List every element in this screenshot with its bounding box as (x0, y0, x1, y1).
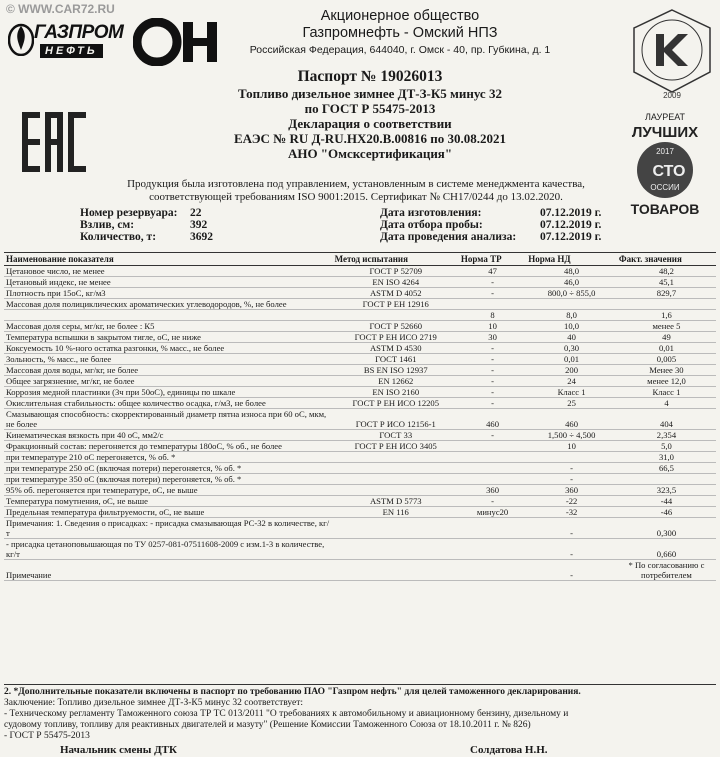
table-row (4, 398, 716, 409)
cell-norm-tr: 460 (459, 409, 526, 430)
cell-name: Массовая доля серы, мг/кг, не более : К5 (4, 321, 333, 332)
cell-norm-tr (459, 299, 526, 310)
cell-norm-nd: 48,0 (526, 266, 617, 277)
cell-method (333, 560, 459, 581)
cell-norm-tr: 47 (459, 266, 526, 277)
watermark: © WWW.CAR72.RU (6, 2, 115, 16)
table-row (4, 430, 716, 441)
cell-fact: менее 12,0 (617, 376, 716, 387)
cell-method: ГОСТ 1461 (333, 354, 459, 365)
cell-norm-tr: 10 (459, 321, 526, 332)
cell-norm-tr: - (459, 277, 526, 288)
table-row (4, 343, 716, 354)
table-row (4, 266, 716, 277)
cell-name: Коксуемость 10 %-ного остатка разгонки, % масс., не более (4, 343, 333, 354)
cell-fact: 4 (617, 398, 716, 409)
cell-norm-nd: - (526, 463, 617, 474)
quality-seal-icon (628, 8, 716, 100)
cell-method: ASTM D 4530 (333, 343, 459, 354)
cell-norm-nd: 0,30 (526, 343, 617, 354)
cell-fact: 323,5 (617, 485, 716, 496)
onpz-logo (133, 18, 223, 66)
cell-name: - присадка цетаноповышающая по ТУ 0257-081-07511608-2009 с изм.1-3 в количестве, кг/т (4, 539, 333, 560)
cell-fact: Класс 1 (617, 387, 716, 398)
footer-line-1: - Техническому регламенту Таможенного союза ТР ТС 013/2011 "О требованиях к автомобильному и авиационному бензину, дизельному и (4, 709, 569, 719)
cell-method (333, 539, 459, 560)
cell-norm-nd: 46,0 (526, 277, 617, 288)
cell-norm-tr: 360 (459, 485, 526, 496)
cell-method: ASTM D 4052 (333, 288, 459, 299)
cell-fact: * По согласованию с потребителем (617, 560, 716, 581)
cell-norm-nd: 40 (526, 332, 617, 343)
cell-norm-tr: - (459, 343, 526, 354)
cell-method: EN ISO 2160 (333, 387, 459, 398)
meta-row-analyzed: Дата проведения анализа: 07.12.2019 г. (380, 231, 602, 243)
cell-fact: 48,2 (617, 266, 716, 277)
cell-method: EN ISO 4264 (333, 277, 459, 288)
cell-method: ГОСТ Р ЕН ИСО 2719 (333, 332, 459, 343)
cell-name: Коррозия медной пластинки (3ч при 50оС), единицы по шкале (4, 387, 333, 398)
cell-norm-nd (526, 452, 617, 463)
cell-name: Предельная температура фильтруемости, оС, не выше (4, 507, 333, 518)
footer-block (4, 684, 716, 742)
table-row (4, 507, 716, 518)
cell-method (333, 474, 459, 485)
gazprom-word: ГАЗПРОМ (34, 22, 124, 43)
cell-norm-tr (459, 560, 526, 581)
table-row (4, 539, 716, 560)
company-block (230, 8, 570, 56)
cell-fact: 66,5 (617, 463, 716, 474)
table-row (4, 560, 716, 581)
meta-row-sampled: Дата отбора пробы: 07.12.2019 г. (380, 219, 602, 231)
table-row (4, 354, 716, 365)
cell-norm-tr: - (459, 387, 526, 398)
cell-fact: -46 (617, 507, 716, 518)
cell-fact: 5,0 (617, 441, 716, 452)
passport-number: Паспорт № 19026013 (297, 68, 443, 85)
cell-method (333, 310, 459, 321)
cell-fact: 829,7 (617, 288, 716, 299)
cell-fact: Менее 30 (617, 365, 716, 376)
meta-row-quantity: Количество, т: 3692 (80, 231, 213, 243)
cell-norm-nd: -32 (526, 507, 617, 518)
cell-norm-nd: - (526, 560, 617, 581)
cell-norm-nd: 24 (526, 376, 617, 387)
cell-norm-tr: - (459, 365, 526, 376)
quality-statement: Продукция была изготовлена под управлением, установленным в системе менеджмента качества, соответствующей требованиям ISO 9001:2015. Сертификат № СН17/0244 до 13.02.2020. (127, 178, 585, 203)
cell-norm-tr (459, 518, 526, 539)
cell-method: ГОСТ Р 52709 (333, 266, 459, 277)
seal-year: 2009 (663, 91, 681, 100)
table-row (4, 288, 716, 299)
cell-fact: 31,0 (617, 452, 716, 463)
cell-name (4, 310, 333, 321)
cell-name: Кинематическая вязкость при 40 оС, мм2/с (4, 430, 333, 441)
cell-name: Плотность при 15оС, кг/м3 (4, 288, 333, 299)
cell-norm-nd: - (526, 474, 617, 485)
cell-name: Примечание (4, 560, 333, 581)
seal-k: К (628, 8, 629, 9)
cell-name: при температуре 250 оС (включая потери) перегоняется, % об. * (4, 463, 333, 474)
cell-norm-tr: 8 (459, 310, 526, 321)
cell-fact: 45,1 (617, 277, 716, 288)
table-row (4, 409, 716, 430)
cell-fact: 0,660 (617, 539, 716, 560)
cell-norm-nd: 8,0 (526, 310, 617, 321)
col-header-method: Метод испытания (333, 253, 459, 266)
seal-best: ЛУЧШИХ (631, 124, 699, 141)
table-row (4, 376, 716, 387)
col-header-name: Наименование показателя (4, 253, 333, 266)
cell-norm-tr (459, 452, 526, 463)
cell-fact: 1,6 (617, 310, 716, 321)
footer-conclusion: Заключение: Топливо дизельное зимнее ДТ-З-К5 минус 32 соответствует: (4, 698, 304, 708)
cell-name: Температура вспышки в закрытом тигле, оС, не ниже (4, 332, 333, 343)
cell-method: ГОСТ Р ЕН 12916 (333, 299, 459, 310)
cell-name: Цетановый индекс, не менее (4, 277, 333, 288)
company-line-2: Газпромнефть - Омский НПЗ (302, 25, 498, 41)
meta-row-level: Взлив, см: 392 (80, 219, 208, 231)
cell-name: Фракционный состав: перегоняется до температуры 180оС, % об., не более (4, 441, 333, 452)
passport-titles (150, 68, 590, 161)
fuel-gost: по ГОСТ Р 55475-2013 (304, 101, 436, 116)
cell-norm-nd: 1,500 ÷ 4,500 (526, 430, 617, 441)
table-row (4, 332, 716, 343)
cell-name: Массовая доля воды, мг/кг, не более (4, 365, 333, 376)
cell-norm-tr: 30 (459, 332, 526, 343)
cell-fact: 49 (617, 332, 716, 343)
seal-rossii: ОССИИ (650, 183, 680, 192)
cell-fact: 2,354 (617, 430, 716, 441)
cell-norm-tr: - (459, 430, 526, 441)
cell-norm-nd: Класс 1 (526, 387, 617, 398)
meta-right (380, 207, 640, 243)
cell-method: ГОСТ Р ЕН ИСО 3405 (333, 441, 459, 452)
signature-name: Солдатова Н.Н. (470, 744, 548, 756)
cell-norm-tr (459, 539, 526, 560)
table-row (4, 463, 716, 474)
cell-method: EN 116 (333, 507, 459, 518)
table-row (4, 452, 716, 463)
cell-method: ГОСТ Р 52660 (333, 321, 459, 332)
neft-word: НЕФТЬ (40, 44, 103, 58)
table-row (4, 485, 716, 496)
cell-method: ГОСТ Р ИСО 12156-1 (333, 409, 459, 430)
seal-tovarov: ТОВАРОВ (630, 201, 700, 217)
col-header-fact: Факт. значения (617, 253, 716, 266)
cell-method: ГОСТ 33 (333, 430, 459, 441)
table-row (4, 310, 716, 321)
col-header-norm-tr: Норма ТР (459, 253, 526, 266)
cell-norm-nd: 10 (526, 441, 617, 452)
certifying-org: АНО "Омсксертификация" (287, 146, 453, 161)
table-row (4, 277, 716, 288)
cell-name: при температуре 210 оС перегоняется, % об. * (4, 452, 333, 463)
cell-norm-nd: -22 (526, 496, 617, 507)
signature-role: Начальник смены ДТК (60, 744, 177, 756)
cell-name: Массовая доля полициклических ароматических углеводородов, %, не более (4, 299, 333, 310)
cell-name: Примечания: 1. Сведения о присадках: - присадка смазывающая РС-32 в количестве, кг/т (4, 518, 333, 539)
cell-name: Общее загрязнение, мг/кг, не более (4, 376, 333, 387)
table-row (4, 365, 716, 376)
cell-norm-tr: - (459, 376, 526, 387)
table-row (4, 518, 716, 539)
declaration-number: ЕАЭС № RU Д-RU.НХ20.В.00816 по 30.08.2021 (234, 131, 506, 146)
cell-norm-tr: - (459, 496, 526, 507)
cell-norm-nd: 200 (526, 365, 617, 376)
footer-note-2: 2. *Дополнительные показатели включены в паспорт по требованию ПАО "Газпром нефть" для целей таможенного декларирования. (4, 684, 716, 698)
best-goods-seal-icon (614, 110, 716, 220)
cell-norm-nd (526, 299, 617, 310)
table-row (4, 441, 716, 452)
table-row (4, 387, 716, 398)
cell-name: при температуре 350 оС (включая потери) перегоняется, % об. * (4, 474, 333, 485)
cell-method (333, 485, 459, 496)
cell-fact: 0,01 (617, 343, 716, 354)
test-results-table (4, 252, 716, 581)
gazprom-neft-logo (6, 14, 128, 70)
cell-method: EN 12662 (333, 376, 459, 387)
cell-fact: 0,300 (617, 518, 716, 539)
meta-row-tank: Номер резервуара: 22 (80, 207, 202, 219)
cell-method (333, 463, 459, 474)
cell-name: Зольность, % масс., не более (4, 354, 333, 365)
company-address: Российская Федерация, 644040, г. Омск - 40, пр. Губкина, д. 1 (249, 44, 551, 56)
cell-norm-tr (459, 441, 526, 452)
cell-method (333, 518, 459, 539)
cell-norm-tr: минус20 (459, 507, 526, 518)
cell-fact: 0,005 (617, 354, 716, 365)
seal-r-year: 2017 (656, 147, 674, 156)
footer-line-3: - ГОСТ Р 55475-2013 (4, 731, 90, 741)
seal-sto: СТО (652, 163, 686, 180)
col-header-norm-nd: Норма НД (526, 253, 617, 266)
meta-left (80, 207, 340, 243)
cell-norm-nd: - (526, 539, 617, 560)
cell-norm-tr (459, 463, 526, 474)
cell-norm-nd: - (526, 518, 617, 539)
cell-name: Температура помутнения, оС, не выше (4, 496, 333, 507)
cell-norm-nd: 25 (526, 398, 617, 409)
cell-norm-tr: - (459, 398, 526, 409)
cell-norm-tr: - (459, 354, 526, 365)
cell-norm-nd: 360 (526, 485, 617, 496)
footer-line-2: судовому топливу, топливу для реактивных двигателей и мазуту" (Решение Комиссии Таможенного Союза от 18.10.2011 г. № 826) (4, 720, 531, 730)
cell-method: ASTM D 5773 (333, 496, 459, 507)
table-row (4, 496, 716, 507)
cell-name: Смазывающая способность: скорректированный диаметр пятна износа при 60 оС, мкм, не более (4, 409, 333, 430)
table-header-row (4, 253, 716, 266)
declaration-title: Декларация о соответствии (288, 116, 452, 131)
eac-mark-icon (22, 112, 86, 172)
cell-name: Окислительная стабильность: общее количество осадка, г/м3, не более (4, 398, 333, 409)
cell-name: Цетановое число, не менее (4, 266, 333, 277)
cell-norm-tr: - (459, 288, 526, 299)
company-line-1: Акционерное общество (320, 8, 480, 24)
meta-row-made: Дата изготовления: 07.12.2019 г. (380, 207, 602, 219)
cell-fact: менее 5 (617, 321, 716, 332)
table-row (4, 474, 716, 485)
cell-method: ГОСТ Р ЕН ИСО 12205 (333, 398, 459, 409)
cell-name: 95% об. перегоняется при температуре, оС, не выше (4, 485, 333, 496)
cell-norm-nd: 800,0 ÷ 855,0 (526, 288, 617, 299)
cell-norm-tr (459, 474, 526, 485)
seal-laureate: ЛАУРЕАТ (644, 112, 686, 122)
table-row (4, 299, 716, 310)
fuel-name: Топливо дизельное зимнее ДТ-З-К5 минус 32 (238, 86, 502, 101)
cell-fact (617, 299, 716, 310)
cell-fact (617, 474, 716, 485)
cell-fact: -44 (617, 496, 716, 507)
cell-method: BS EN ISO 12937 (333, 365, 459, 376)
cell-norm-nd: 0,01 (526, 354, 617, 365)
cell-fact: 404 (617, 409, 716, 430)
cell-norm-nd: 10,0 (526, 321, 617, 332)
table-row (4, 321, 716, 332)
cell-method (333, 452, 459, 463)
cell-norm-nd: 460 (526, 409, 617, 430)
onpz-mark: ОН (133, 18, 135, 19)
flame-icon (8, 20, 34, 56)
